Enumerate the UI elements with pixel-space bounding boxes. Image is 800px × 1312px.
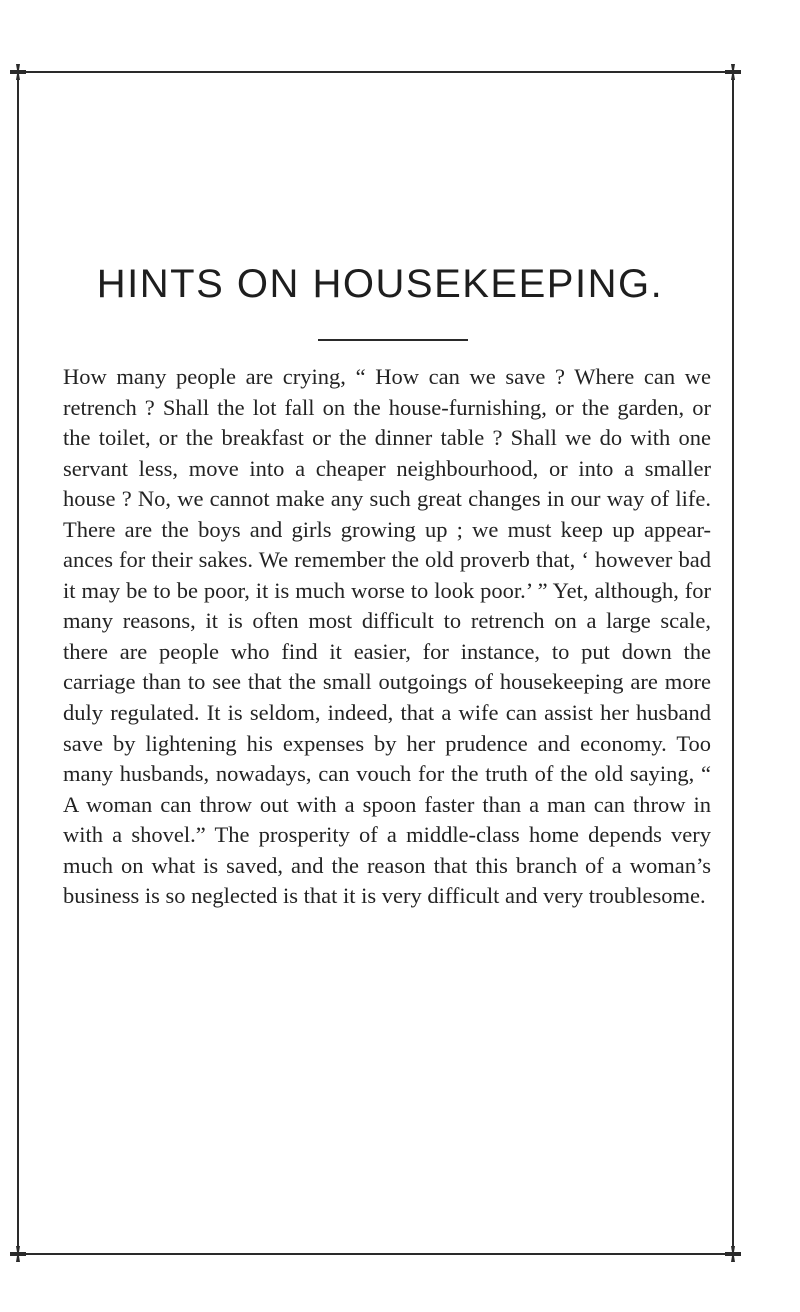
body-paragraph: How many people are crying, “ How can we save ? Where can we retrench ? Shall the lot fall on the house-furnishing, or the garden, or the toilet, or the breakfast or the dinner table ? Shall we do with one servant less, move into a cheaper neighbourhood, or into a smaller house ? No, we cannot make any such great changes in our way of life. There are the boys and girls growing up ; we must keep up appear- ances for their sakes. We remember the old proverb that, ‘ however bad it may be to be poor, it is much worse to look poor.’ ” Yet, although, for many reasons, it is often most difficult to retrench on a large scale, there are people who find it easier, for instance, to put down the carriage than to see that the small outgoings of housekeeping are more duly regulated. It is seldom, indeed, that a wife can assist her husband save by lightening his expenses by her prudence and economy. Too many husbands, nowadays, can vouch for the truth of the old saying, “ A woman can throw out with a spoon faster than a man can throw in with a shovel.” The prosperity of a middle-class home depends very much on what is saved, and the reason that this branch of a woman’s business is so neglected is that it is very difficult and very troublesome. — [63, 364, 711, 909]
title-divider — [318, 339, 468, 341]
corner-cross-icon — [9, 1245, 27, 1263]
corner-cross-icon — [9, 63, 27, 81]
corner-cross-icon — [724, 63, 742, 81]
border-top-rule — [26, 71, 738, 73]
border-bottom-rule — [26, 1253, 738, 1255]
page-title: HINTS ON HOUSEKEEPING. — [96, 262, 664, 306]
border-right-rule — [732, 72, 734, 1254]
corner-cross-icon — [724, 1245, 742, 1263]
border-left-rule — [17, 72, 19, 1254]
